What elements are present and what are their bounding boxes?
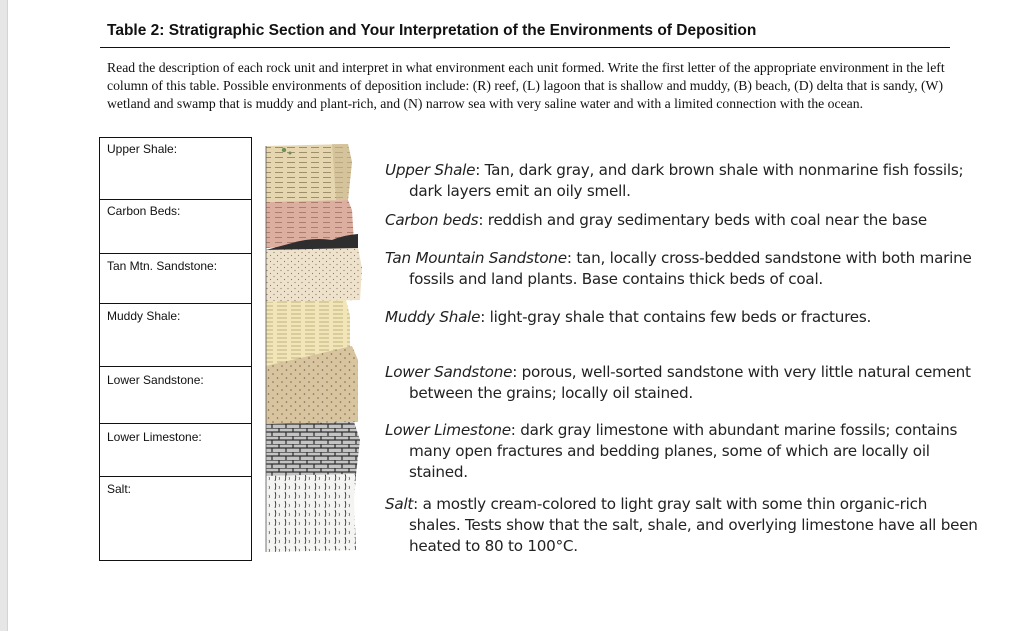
- row-label: Lower Sandstone:: [107, 373, 204, 387]
- title-divider: [100, 47, 950, 48]
- answer-row-tan-mtn-sandstone[interactable]: [100, 254, 251, 304]
- description-muddy-shale: Muddy Shale: light-gray shale that contains few beds or fractures.: [385, 308, 872, 326]
- answer-row-muddy-shale[interactable]: [100, 304, 251, 367]
- page-title: Table 2: Stratigraphic Section and Your Interpretation of the Environments of Deposition: [107, 22, 757, 39]
- instructions-paragraph: Read the description of each rock unit and interpret in what environment each unit formed. Write the first letter of the appropriate environment in the left column of this table. Possible environments of deposition include: (R) reef, (L) lagoon that is shallow and muddy, (B) beach, (D) delta that is sandy, (W) wetland and swamp that is muddy and plant-rich, and (N) narrow sea with very saline water and with a limited connection with the ocean.: [107, 60, 945, 111]
- answer-row-lower-sandstone[interactable]: [100, 367, 251, 424]
- row-label: Tan Mtn. Sandstone:: [107, 259, 218, 273]
- row-label: Upper Shale:: [107, 142, 178, 156]
- description-salt: Salt: a mostly cream-colored to light gray salt with some thin organic-rich shales. Tests show that the salt, shale, and overlying limestone have all been heated to 80 to 100°C.: [385, 495, 978, 555]
- row-label: Salt:: [107, 482, 132, 496]
- row-label: Muddy Shale:: [107, 309, 181, 323]
- answer-row-salt[interactable]: [100, 477, 251, 560]
- row-label: Lower Limestone:: [107, 430, 202, 444]
- stratigraphic-column-illustration: [262, 140, 374, 558]
- description-lower-sandstone: Lower Sandstone: porous, well-sorted sandstone with very little natural cement between the grains; locally oil stained.: [385, 363, 971, 402]
- description-carbon-beds: Carbon beds: reddish and gray sedimentary beds with coal near the base: [385, 211, 927, 229]
- answer-row-carbon-beds[interactable]: [100, 200, 251, 254]
- lower-limestone-layer: [266, 422, 360, 476]
- page-edge: [0, 0, 8, 631]
- description-upper-shale: Upper Shale: Tan, dark gray, and dark brown shale with nonmarine fish fossils; dark layers emit an oily smell.: [385, 161, 964, 200]
- answer-row-upper-shale[interactable]: [100, 138, 251, 200]
- row-label: Carbon Beds:: [107, 204, 181, 218]
- description-lower-limestone: Lower Limestone: dark gray limestone with abundant marine fossils; contains many open fractures and bedding planes, some of which are locally oil stained.: [385, 421, 958, 481]
- answer-row-lower-limestone[interactable]: [100, 424, 251, 477]
- answer-table: [99, 137, 252, 561]
- description-tan-mountain-sandstone: Tan Mountain Sandstone: tan, locally cross-bedded sandstone with both marine fossils and land plants. Base contains thick beds of coal.: [385, 249, 972, 288]
